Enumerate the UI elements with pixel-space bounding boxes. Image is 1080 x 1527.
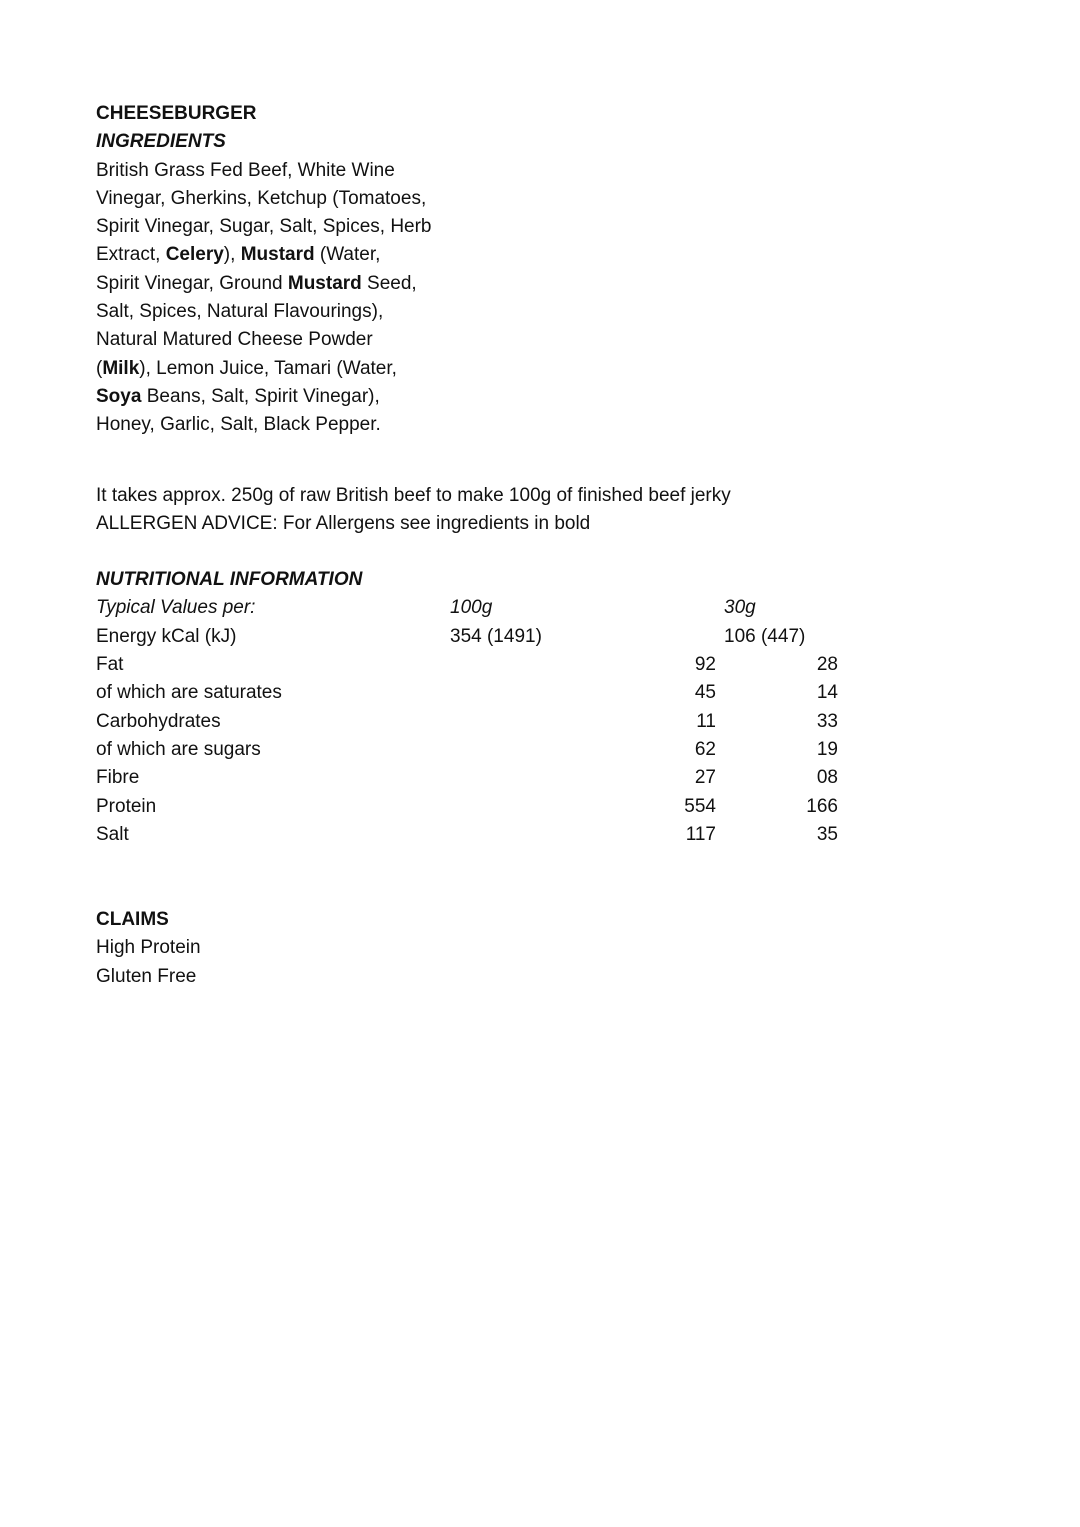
ingredients-line xyxy=(96,326,996,354)
value-per-30g: 28 xyxy=(816,654,838,676)
nutrient-label: Fibre xyxy=(96,767,140,789)
ingredient-text: Spirit Vinegar, Sugar, Salt, Spices, Herb xyxy=(96,216,432,238)
ingredient-text: Seed, xyxy=(361,272,417,294)
nutrition-header-row xyxy=(96,594,996,622)
value-per-100g: 62 xyxy=(694,738,716,760)
ingredients-heading: INGREDIENTS xyxy=(96,131,226,153)
value-per-100g: 45 xyxy=(694,682,716,704)
energy-100g: 354 (1491) xyxy=(450,625,542,647)
nutrition-header-30g: 30g xyxy=(724,597,756,619)
nutrition-energy-row xyxy=(96,623,996,651)
energy-30g: 106 (447) xyxy=(724,625,806,647)
ingredients-line xyxy=(96,411,996,439)
ingredients-line xyxy=(96,185,996,213)
ingredients-line xyxy=(96,383,996,411)
ingredient-text: Beans, Salt, Spirit Vinegar), xyxy=(141,385,380,407)
nutrient-label: Carbohydrates xyxy=(96,710,221,732)
nutrient-label: of which are saturates xyxy=(96,682,282,704)
nutrition-row xyxy=(96,764,996,792)
ingredient-text: Honey, Garlic, Salt, Black Pepper. xyxy=(96,414,381,436)
ingredient-text: Salt, Spices, Natural Flavourings), xyxy=(96,301,384,323)
document-page xyxy=(96,100,996,991)
allergen-text: Celery xyxy=(165,244,224,266)
ingredient-text: ( xyxy=(96,357,103,379)
allergen-text: Milk xyxy=(102,357,140,379)
ingredients-line xyxy=(96,298,996,326)
ingredients-line xyxy=(96,270,996,298)
ingredient-text: Natural Matured Cheese Powder xyxy=(96,329,373,351)
claim-item: Gluten Free xyxy=(96,965,197,987)
value-per-100g: 11 xyxy=(696,710,716,732)
value-per-30g: 14 xyxy=(816,682,838,704)
ingredients-line xyxy=(96,157,996,185)
value-per-100g: 92 xyxy=(694,654,716,676)
ingredients-list xyxy=(96,157,996,440)
ingredient-text: Spirit Vinegar, Ground xyxy=(96,272,288,294)
ingredient-text: (Water, xyxy=(314,244,381,266)
claim-item: High Protein xyxy=(96,937,201,959)
nutrition-row xyxy=(96,708,996,736)
ingredient-text: ), xyxy=(223,244,241,266)
claims-list xyxy=(96,934,996,991)
nutrition-row xyxy=(96,679,996,707)
value-per-30g: 166 xyxy=(806,795,838,817)
allergen-text: Mustard xyxy=(240,244,315,266)
nutrition-row xyxy=(96,736,996,764)
allergen-text: Soya xyxy=(96,385,142,407)
allergen-advice: ALLERGEN ADVICE: For Allergens see ingredients in bold xyxy=(96,512,591,534)
nutrition-row xyxy=(96,651,996,679)
allergen-text: Mustard xyxy=(287,272,362,294)
ingredients-line xyxy=(96,241,996,269)
claims-heading: CLAIMS xyxy=(96,909,169,931)
nutrient-label: of which are sugars xyxy=(96,738,261,760)
nutrient-label: Protein xyxy=(96,795,157,817)
value-per-30g: 33 xyxy=(816,710,838,732)
value-per-100g: 554 xyxy=(684,795,716,817)
nutrition-row xyxy=(96,793,996,821)
nutrient-label: Salt xyxy=(96,823,129,845)
nutrition-header-100g: 100g xyxy=(450,597,493,619)
ingredient-text: Vinegar, Gherkins, Ketchup (Tomatoes, xyxy=(96,187,427,209)
nutrient-label: Fat xyxy=(96,654,124,676)
value-per-100g: 117 xyxy=(685,823,716,845)
value-per-30g: 35 xyxy=(816,823,838,845)
ingredient-text: Extract, xyxy=(96,244,166,266)
value-per-30g: 19 xyxy=(816,738,838,760)
product-title: CHEESEBURGER xyxy=(96,103,257,124)
nutrition-header-label: Typical Values per: xyxy=(96,597,256,619)
beef-note: It takes approx. 250g of raw British beef to make 100g of finished beef jerky xyxy=(96,484,731,506)
energy-label: Energy kCal (kJ) xyxy=(96,625,237,647)
ingredient-text: ), Lemon Juice, Tamari (Water, xyxy=(139,357,397,379)
value-per-30g: 08 xyxy=(816,767,838,789)
ingredient-text: British Grass Fed Beef, White Wine xyxy=(96,159,395,181)
ingredients-line xyxy=(96,213,996,241)
nutrition-row xyxy=(96,821,996,849)
ingredients-line xyxy=(96,355,996,383)
value-per-100g: 27 xyxy=(694,767,716,789)
nutrition-table xyxy=(96,651,996,849)
nutrition-heading: NUTRITIONAL INFORMATION xyxy=(96,569,363,591)
